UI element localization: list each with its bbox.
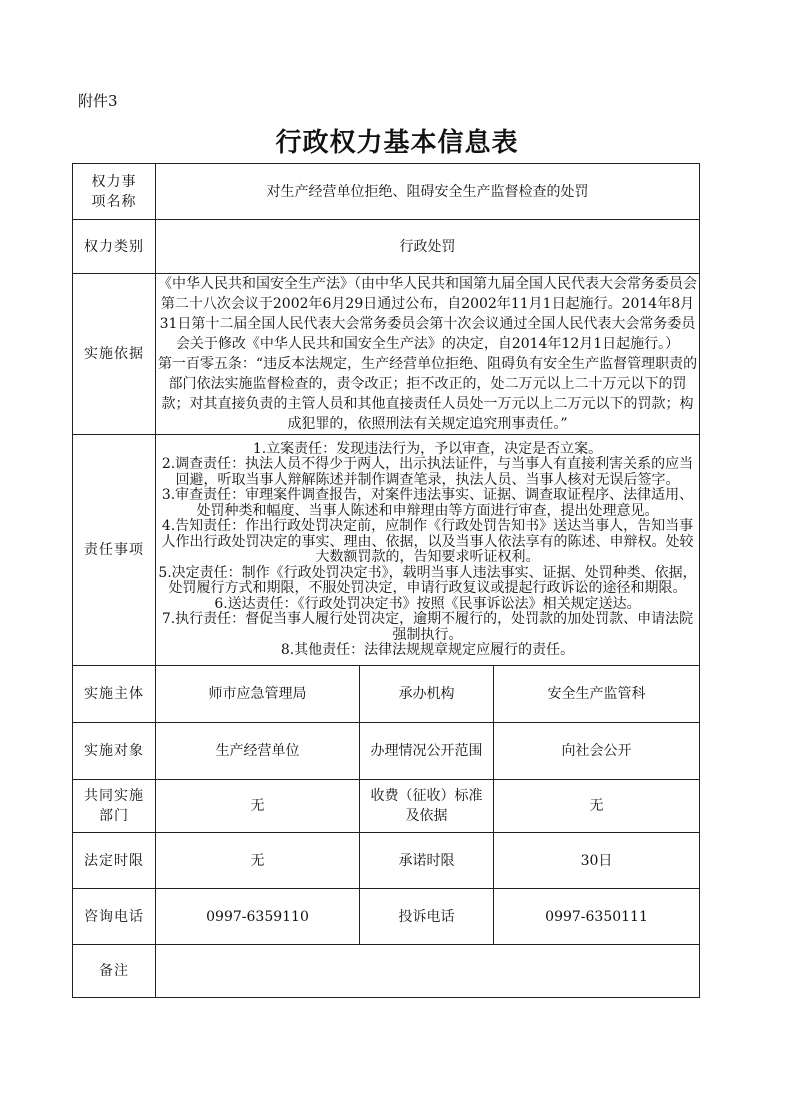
name-value: 对生产经营单位拒绝、阻碍安全生产监督检查的处罚 <box>156 164 700 220</box>
joint-label: 共同实施部门 <box>73 780 156 833</box>
duty-item: 6.送达责任：《行政处罚决定书》按照《民事诉讼法》相关规定送达。 <box>214 595 641 612</box>
promised-limit-label: 承诺时限 <box>360 833 494 889</box>
duty-item: 3.审查责任：审理案件调查报告，对案件违法事实、证据、调查取证程序、法律适用、处罚种类和幅度、当事人陈述和申辩理由等方面进行审查，提出处理意见。 <box>161 487 694 519</box>
legal-limit-label: 法定时限 <box>73 833 156 889</box>
duty-content <box>156 435 700 666</box>
basis-label: 实施依据 <box>73 274 156 435</box>
disclosure-label: 办理情况公开范围 <box>360 723 494 780</box>
page-title: 行政权力基本信息表 <box>275 128 519 158</box>
agency-value: 安全生产监管科 <box>494 666 700 723</box>
category-value: 行政处罚 <box>156 220 700 274</box>
row-category <box>73 220 700 274</box>
row-phone <box>73 889 700 945</box>
duty-item: 5.决定责任：制作《行政处罚决定书》，载明当事人违法事实、证据、处罚种类、依据，处罚履行方式和期限，不服处罚决定，申请行政复议或提起行政诉讼的途径和期限。 <box>158 564 697 596</box>
basis-paragraph: 第一百零五条：“违反本法规定，生产经营单位拒绝、阻碍负有安全生产监督管理职责的部门依法实施监督检查的，责令改正；拒不改正的，处二万元以上二十万元以下的罚款；对其直接负责的主管人员和其他直接责任人员处一万元以上二万元以下的罚款；构成犯罪的，依照刑法有关规定追究刑事责任。” <box>157 356 698 432</box>
row-name <box>73 164 700 220</box>
basis-content <box>156 274 700 435</box>
row-target <box>73 723 700 780</box>
category-label: 权力类别 <box>73 220 156 274</box>
remark-label: 备注 <box>73 945 156 998</box>
remark-value <box>156 945 700 998</box>
info-table <box>72 163 700 998</box>
row-duty <box>73 435 700 666</box>
joint-value: 无 <box>156 780 360 833</box>
duty-item: 7.执行责任：督促当事人履行处罚决定，逾期不履行的，处罚款的加处罚款、申请法院强制执行。 <box>161 611 694 643</box>
name-label: 权力事项名称 <box>73 164 156 220</box>
agency-label: 承办机构 <box>360 666 494 723</box>
row-remark <box>73 945 700 998</box>
complaint-phone-value: 0997-6350111 <box>494 889 700 945</box>
duty-item: 2.调查责任：执法人员不得少于两人，出示执法证件，与当事人有直接利害关系的应当回避，听取当事人辩解陈述并制作调查笔录，执法人员、当事人核对无误后签字。 <box>161 456 694 488</box>
disclosure-value: 向社会公开 <box>494 723 700 780</box>
row-subject <box>73 666 700 723</box>
consult-phone-value: 0997-6359110 <box>156 889 360 945</box>
fee-label: 收费（征收）标准及依据 <box>360 780 494 833</box>
attachment-label: 附件3 <box>78 92 118 110</box>
legal-limit-value: 无 <box>156 833 360 889</box>
subject-value: 师市应急管理局 <box>156 666 360 723</box>
promised-limit-value: 30日 <box>494 833 700 889</box>
row-joint <box>73 780 700 833</box>
row-basis <box>73 274 700 435</box>
row-limit <box>73 833 700 889</box>
duty-item: 4.告知责任：作出行政处罚决定前，应制作《行政处罚告知书》送达当事人，告知当事人作出行政处罚决定的事实、理由、依据，以及当事人依法享有的陈述、申辩权。处较大数额罚款的，告知要求听证权利。 <box>161 518 694 565</box>
subject-label: 实施主体 <box>73 666 156 723</box>
target-value: 生产经营单位 <box>156 723 360 780</box>
fee-value: 无 <box>494 780 700 833</box>
duty-label: 责任事项 <box>73 435 156 666</box>
target-label: 实施对象 <box>73 723 156 780</box>
duty-item: 8.其他责任：法律法规规章规定应履行的责任。 <box>280 642 575 658</box>
consult-phone-label: 咨询电话 <box>73 889 156 945</box>
complaint-phone-label: 投诉电话 <box>360 889 494 945</box>
duty-item: 1.立案责任：发现违法行为，予以审查，决定是否立案。 <box>252 440 603 457</box>
basis-paragraph: 《中华人民共和国安全生产法》（由中华人民共和国第九届全国人民代表大会常务委员会第二十八次会议于2002年6月29日通过公布，自2002年11月1日起施行。2014年8月31日第十二届全国人民代表大会常务委员会第十次会议通过全国人民代表大会常务委员会关于修改《中华人民共和国安全生产法》的决定，自2014年12月1日起施行。） <box>158 276 698 352</box>
